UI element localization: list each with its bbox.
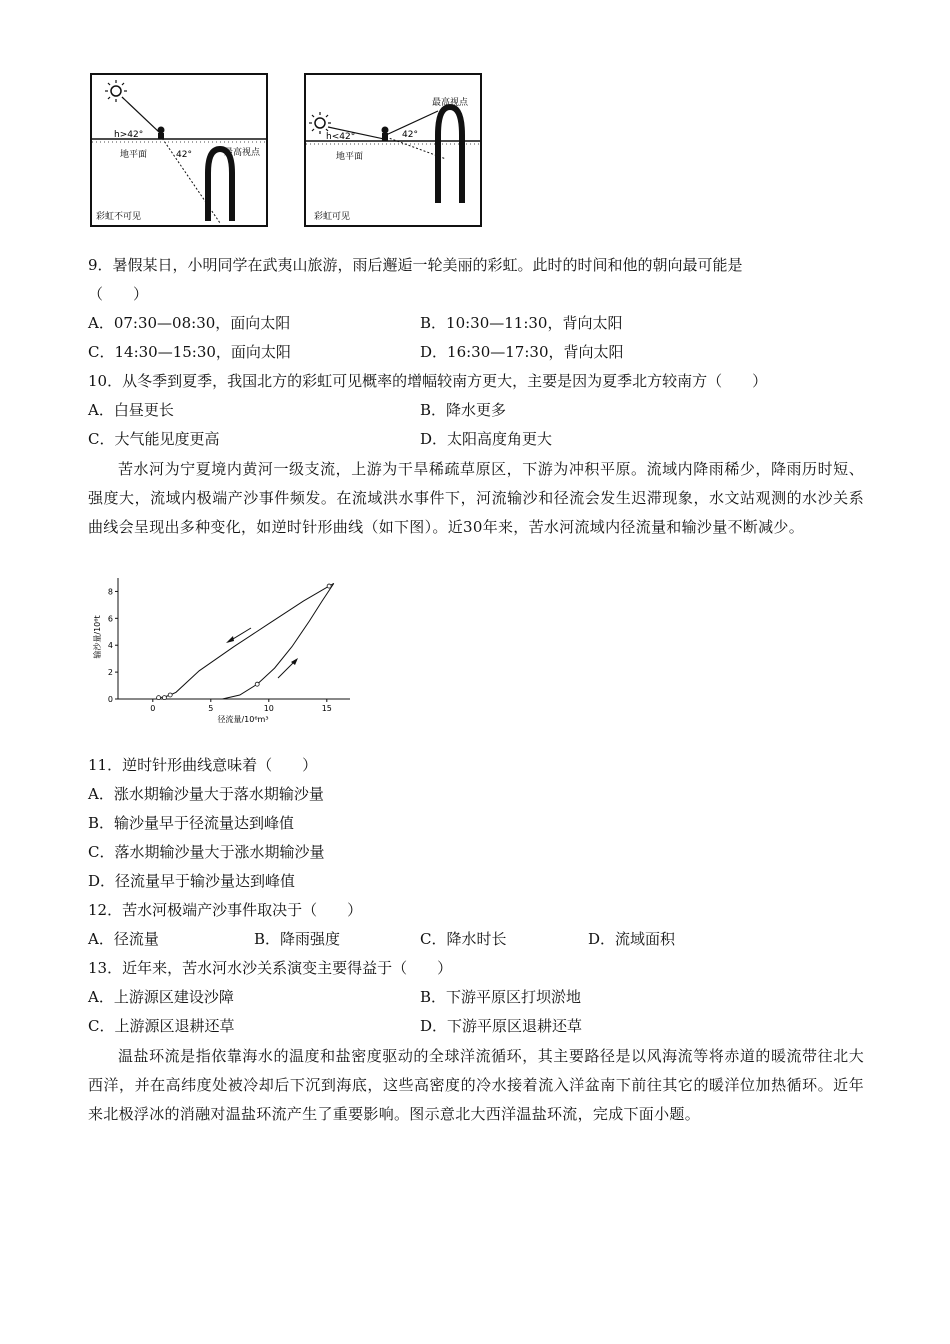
q11-option-c: C．落水期输沙量大于涨水期输沙量 [88, 843, 325, 861]
y-tick-label: 6 [107, 614, 113, 624]
q10-option-b: B．降水更多 [420, 401, 507, 419]
q9-option-d: D．16:30—17:30，背向太阳 [420, 343, 624, 361]
top-point-label: 最高视点 [432, 98, 469, 108]
q9-paren: （ ） [88, 285, 149, 303]
sun-angle-label: h<42° [326, 132, 356, 142]
sun-icon [309, 112, 331, 134]
q13-option-a: A．上游源区建设沙障 [88, 988, 234, 1006]
falling-limb-line [159, 583, 334, 697]
q12-option-b: B．降雨强度 [254, 930, 341, 948]
angle-label: 42° [176, 150, 192, 160]
q10-stem: 10．从冬季到夏季，我国北方的彩虹可见概率的增幅较南方更大，主要是因为夏季北方较南方（ ） [88, 372, 768, 390]
q11-option-d: D．径流量早于输沙量达到峰值 [88, 872, 296, 890]
rising-limb-line [222, 583, 333, 699]
ground-label: 地平面 [336, 152, 364, 162]
y-tick-label: 2 [107, 668, 113, 678]
chart-xlabel: 径流量/10⁶m³ [217, 715, 269, 724]
sediment-runoff-chart [88, 572, 358, 727]
rainbow-arc [208, 149, 232, 221]
q12-stem: 12．苦水河极端产沙事件取决于（ ） [88, 901, 363, 919]
data-point [157, 696, 161, 700]
data-point [162, 696, 166, 700]
rainbow-visible-diagram [306, 75, 480, 225]
caption: 彩虹不可见 [96, 212, 142, 222]
rising-arrow [278, 658, 298, 678]
x-tick-label: 10 [263, 704, 274, 713]
passage-thermohaline: 温盐环流是指依靠海水的温度和盐密度驱动的全球洋流循环，其主要路径是以风海流等将赤道的暖流带往北大西洋，并在高纬度处被冷却后下沉到海底，这些高密度的冷水接着流入洋盆南下前往其它的暖洋位加热循环。近年来北极浮冰的消融对温盐环流产生了重要影响。图示意北大西洋温盐环流，完成下面小题。 [88, 1047, 864, 1123]
chart-ylabel: 输沙量/10⁶t [93, 615, 102, 659]
data-point [255, 682, 259, 686]
observer-icon [382, 127, 389, 142]
data-point [327, 584, 331, 588]
q12-option-d: D．流域面积 [588, 930, 676, 948]
angle-label: 42° [402, 130, 418, 140]
q13-stem: 13．近年来，苦水河水沙关系演变主要得益于（ ） [88, 959, 453, 977]
caption: 彩虹可见 [314, 212, 351, 222]
sun-angle-label: h>42° [114, 130, 144, 140]
data-point [168, 693, 172, 697]
q10-option-a: A．白昼更长 [88, 401, 174, 419]
passage-kushui-river: 苦水河为宁夏境内黄河一级支流，上游为干旱稀疏草原区，下游为冲积平原。流域内降雨稀少，降雨历时短、强度大，流域内极端产沙事件频发。在流域洪水事件下，河流输沙和径流会发生迟滞现象，水文站观测的水沙关系曲线会呈现出多种变化，如逆时针形曲线（如下图）。近30年来，苦水河流域内径流量和输沙量不断减少。 [88, 460, 864, 536]
q12-option-c: C．降水时长 [420, 930, 507, 948]
x-tick-label: 5 [208, 704, 214, 713]
q11-option-a: A．涨水期输沙量大于落水期输沙量 [88, 785, 324, 803]
q9-option-b: B．10:30—11:30，背向太阳 [420, 314, 623, 332]
q11-option-b: B．输沙量早于径流量达到峰值 [88, 814, 295, 832]
chart-series [157, 583, 334, 699]
chart-axes [108, 578, 350, 713]
y-tick-label: 0 [107, 695, 113, 704]
ground-label: 地平面 [120, 150, 148, 160]
rainbow-invisible-diagram [92, 75, 266, 225]
q11-stem: 11．逆时针形曲线意味着（ ） [88, 756, 318, 774]
rainbow-arc [438, 107, 462, 203]
y-tick-label: 4 [107, 641, 113, 651]
top-point-label: 最高视点 [224, 148, 261, 158]
falling-arrow [226, 628, 251, 643]
q13-option-c: C．上游源区退耕还草 [88, 1017, 235, 1035]
q13-option-b: B．下游平原区打坝淤地 [420, 988, 582, 1006]
y-tick-label: 8 [107, 587, 113, 597]
rainbow-figure-right [304, 73, 482, 227]
x-tick-label: 0 [150, 704, 156, 713]
q12-option-a: A．径流量 [88, 930, 159, 948]
q9-option-c: C．14:30—15:30，面向太阳 [88, 343, 291, 361]
q10-option-d: D．太阳高度角更大 [420, 430, 553, 448]
rainbow-figure-left [90, 73, 268, 227]
q9-stem: 9．暑假某日，小明同学在武夷山旅游，雨后邂逅一轮美丽的彩虹。此时的时间和他的朝向最可能是 [88, 256, 743, 274]
q10-option-c: C．大气能见度更高 [88, 430, 220, 448]
x-tick-label: 15 [321, 704, 332, 713]
q13-option-d: D．下游平原区退耕还草 [420, 1017, 583, 1035]
observer-icon [158, 127, 165, 140]
q9-option-a: A．07:30—08:30，面向太阳 [88, 314, 291, 332]
